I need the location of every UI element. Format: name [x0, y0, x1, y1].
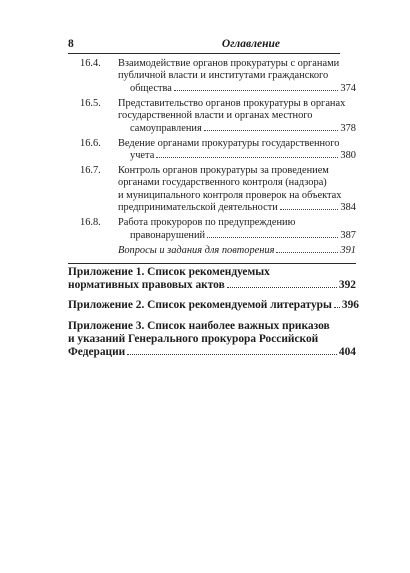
entry-title-line: органами государственного контроля (надзора): [118, 177, 327, 189]
entry-title-line: Контроль органов прокуратуры за проведением: [118, 165, 329, 177]
entry-title-line: Вопросы и задания для повторения: [118, 244, 275, 256]
entry-number: 16.8.: [80, 217, 101, 229]
entry-number: 16.4.: [80, 58, 101, 69]
dot-leader: [127, 354, 337, 355]
toc-appendix-1[interactable]: [68, 266, 356, 292]
appendix-page: 396: [341, 299, 359, 312]
entry-page: 391: [340, 244, 356, 256]
entry-title-line: и муниципального контроля проверок на объектах: [118, 189, 342, 201]
toc-entry-16-6[interactable]: [68, 138, 356, 163]
dot-leader: [334, 307, 340, 308]
entry-page: 387: [340, 229, 356, 241]
toc-entry-16-5[interactable]: [68, 98, 356, 135]
appendix-title-line: Федерации: [68, 346, 126, 359]
toc-entry-16-8[interactable]: [68, 217, 356, 242]
appendix-title-line: и указаний Генерального прокурора Российской: [68, 332, 319, 345]
page-title: Оглавление: [221, 38, 280, 50]
appendix-page: 392: [338, 279, 356, 292]
entry-title-line: Взаимодействие органов прокуратуры с органами: [118, 58, 340, 69]
entry-title-line: учета: [130, 150, 155, 162]
entry-title-line: Работа прокуроров по предупреждению: [118, 217, 296, 229]
dot-leader: [204, 130, 339, 131]
entry-number: 16.5.: [80, 97, 101, 109]
entry-page: 374: [340, 82, 356, 94]
toc-entry-questions[interactable]: [68, 245, 356, 257]
dot-leader: [156, 157, 338, 158]
toc-appendix-2[interactable]: [68, 299, 359, 312]
entry-number: 16.6.: [80, 137, 101, 149]
appendix-title-line: Приложение 3. Список наиболее важных приказов: [68, 319, 330, 332]
table-of-contents: [68, 58, 359, 359]
toc-appendix-3[interactable]: [68, 320, 356, 360]
page-number: 8: [68, 38, 74, 50]
entry-title-line: Представительство органов прокуратуры в органах: [118, 97, 346, 109]
appendix-title-line: Приложение 2. Список рекомендуемой литературы: [68, 299, 332, 312]
entry-page: 384: [340, 202, 356, 214]
dot-leader: [174, 90, 339, 91]
appendix-title-line: Приложение 1. Список рекомендуемых: [68, 266, 270, 279]
dot-leader: [276, 252, 338, 253]
appendix-page: 404: [338, 346, 356, 359]
toc-entry-16-4[interactable]: [68, 58, 356, 95]
entry-title-line: государственной власти и органах местного: [118, 110, 313, 122]
toc-entry-16-7[interactable]: [68, 165, 356, 215]
header-rule: [68, 53, 340, 54]
dot-leader: [227, 287, 337, 288]
entry-title-line: Ведение органами прокуратуры государственного: [118, 137, 340, 149]
appendix-title-line: нормативных правовых актов: [68, 279, 225, 292]
dot-leader: [280, 209, 339, 210]
running-head: [68, 38, 340, 50]
dot-leader: [207, 237, 338, 238]
appendices: [68, 263, 359, 359]
entry-page: 380: [340, 150, 356, 162]
entry-title-line: правонарушений: [130, 229, 206, 241]
entry-title-line: публичной власти и институтами гражданского: [118, 70, 329, 82]
entry-title-line: самоуправления: [130, 122, 202, 134]
entry-page: 378: [340, 122, 356, 134]
entry-title-line: предпринимательской деятельности: [118, 202, 278, 214]
entry-title-line: общества: [130, 82, 172, 94]
entry-number: 16.7.: [80, 165, 101, 177]
